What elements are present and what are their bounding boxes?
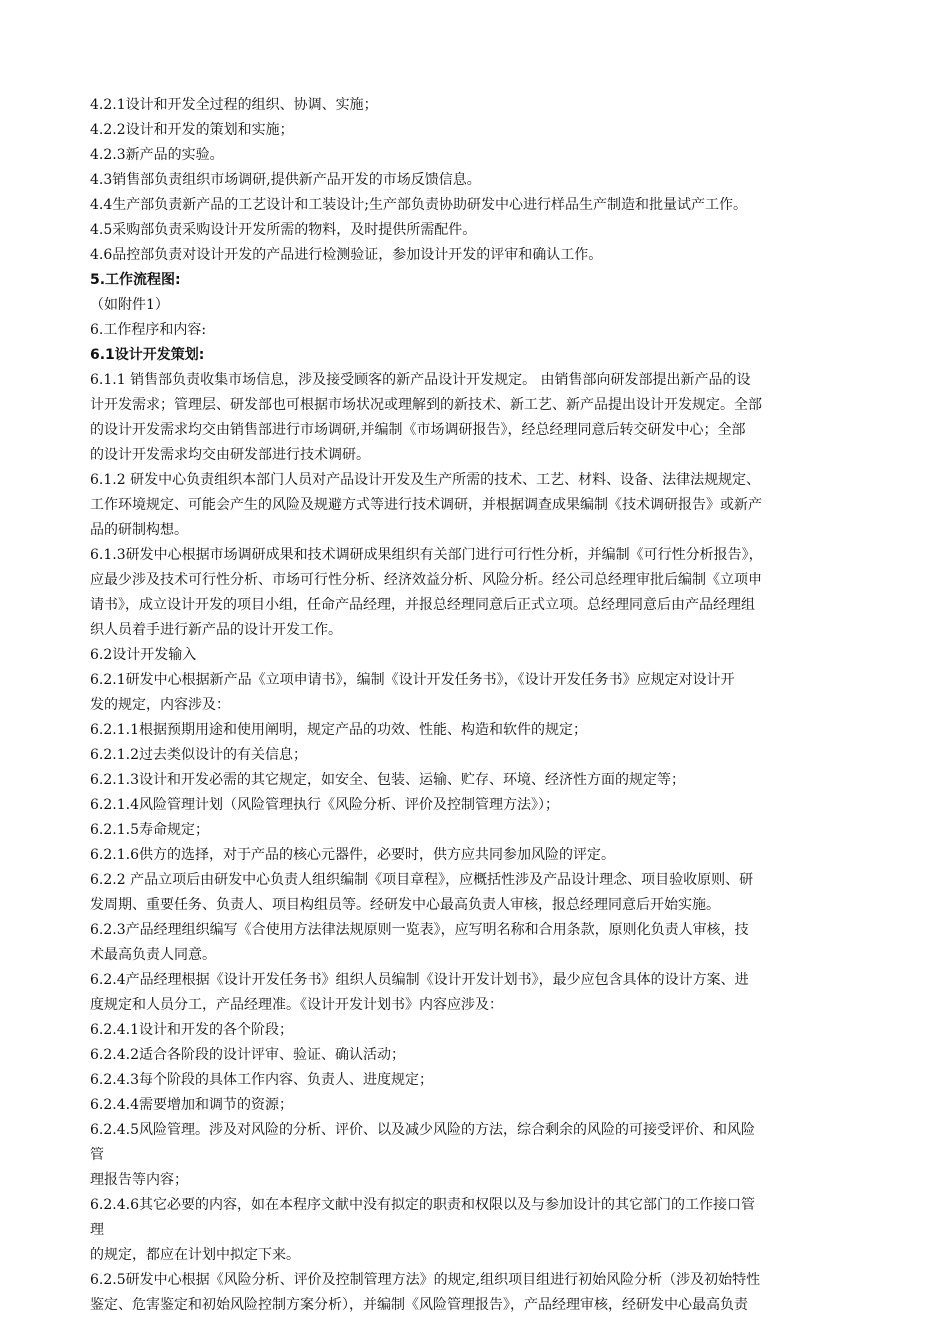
paragraph-line: 4.2.3新产品的实验。 xyxy=(90,147,224,163)
paragraph-line: 理报告等内容； xyxy=(90,1172,188,1188)
paragraph-line: 品的研制构想。 xyxy=(90,522,188,538)
paragraph-line: 6.2.1.1根据预期用途和使用阐明，规定产品的功效、性能、构造和软件的规定； xyxy=(90,722,587,738)
paragraph-line: 4.5采购部负责采购设计开发所需的物料，及时提供所需配件。 xyxy=(90,222,477,238)
paragraph-line: 发周期、重要任务、负责人、项目构组员等。经研发中心最高负责人审核，报总经理同意后开始实施。 xyxy=(90,897,720,913)
paragraph-line: 6.2.1研发中心根据新产品《立项申请书》，编制《设计开发任务书》，《设计开发任务书》应规定对设计开 xyxy=(90,672,735,688)
paragraph-line: 6.2.4.5风险管理。涉及对风险的分析、评价、以及减少风险的方法，综合剩余的风险的可接受评价、和风险 xyxy=(90,1122,755,1138)
paragraph-line: 6.2.1.5寿命规定； xyxy=(90,822,209,838)
paragraph-line: （如附件1） xyxy=(90,297,169,313)
paragraph-line: 4.4生产部负责新产品的工艺设计和工装设计;生产部负责协助研发中心进行样品生产制造和批量试产工作。 xyxy=(90,197,747,213)
section-heading: 6.1设计开发策划: xyxy=(90,347,205,363)
paragraph-line: 的设计开发需求均交由销售部进行市场调研,并编制《市场调研报告》，经总经理同意后转交研发中心；全部 xyxy=(90,422,746,438)
section-heading: 5.工作流程图: xyxy=(90,272,181,288)
paragraph-line: 4.2.1设计和开发全过程的组织、协调、实施； xyxy=(90,97,378,113)
paragraph-line: 4.3销售部负责组织市场调研,提供新产品开发的市场反馈信息。 xyxy=(90,172,481,188)
paragraph-line: 6.2.1.4风险管理计划（风险管理执行《风险分析、评价及控制管理方法》）； xyxy=(90,797,559,813)
paragraph-line: 鉴定、危害鉴定和初始风险控制方案分析），并编制《风险管理报告》，产品经理审核，经研发中心最高负责 xyxy=(90,1297,748,1313)
paragraph-line: 6.2.3产品经理组织编写《合使用方法律法规原则一览表》，应写明名称和合用条款，原则化负责人审核，技 xyxy=(90,922,749,938)
paragraph-line: 6.2设计开发输入 xyxy=(90,647,197,663)
paragraph-line: 的设计开发需求均交由研发部进行技术调研。 xyxy=(90,447,370,463)
paragraph-line: 工作环境规定、可能会产生的风险及规避方式等进行技术调研，并根据调查成果编制《技术调研报告》或新产 xyxy=(90,497,762,513)
paragraph-line: 度规定和人员分工，产品经理准。《设计开发计划书》内容应涉及： xyxy=(90,997,503,1013)
paragraph-line: 应最少涉及技术可行性分析、市场可行性分析、经济效益分析、风险分析。经公司总经理审批后编制《立项申 xyxy=(90,572,762,588)
paragraph-line: 6.2.2 产品立项后由研发中心负责人组织编制《项目章程》，应概括性涉及产品设计理念、项目验收原则、研 xyxy=(90,872,754,888)
paragraph-line: 6.1.3研发中心根据市场调研成果和技术调研成果组织有关部门进行可行性分析，并编制《可行性分析报告》， xyxy=(90,547,763,563)
paragraph-line: 6.2.1.2过去类似设计的有关信息； xyxy=(90,747,307,763)
paragraph-line: 理 xyxy=(90,1222,104,1238)
paragraph-line: 4.2.2设计和开发的策划和实施； xyxy=(90,122,294,138)
paragraph-line: 6.工作程序和内容: xyxy=(90,322,207,338)
paragraph-line: 术最高负责人同意。 xyxy=(90,947,216,963)
paragraph-line: 6.1.1 销售部负责收集市场信息，涉及接受顾客的新产品设计开发规定。 由销售部向研发部提出新产品的设 xyxy=(90,372,751,388)
paragraph-line: 6.2.4.4需要增加和调节的资源； xyxy=(90,1097,293,1113)
document-page xyxy=(90,93,870,1318)
paragraph-line: 计开发需求；管理层、研发部也可根据市场状况或理解到的新技术、新工艺、新产品提出设计开发规定。全部 xyxy=(90,397,762,413)
paragraph-line: 6.2.5研发中心根据《风险分析、评价及控制管理方法》的规定,组织项目组进行初始风险分析（涉及初始特性 xyxy=(90,1272,761,1288)
paragraph-line: 6.1.2 研发中心负责组织本部门人员对产品设计开发及生产所需的技术、工艺、材料、设备、法律法规规定、 xyxy=(90,472,761,488)
paragraph-line: 6.2.4.6其它必要的内容，如在本程序文献中没有拟定的职责和权限以及与参加设计的其它部门的工作接口管 xyxy=(90,1197,755,1213)
paragraph-line: 请书》，成立设计开发的项目小组，任命产品经理，并报总经理同意后正式立项。总经理同意后由产品经理组 xyxy=(90,597,755,613)
paragraph-line: 织人员着手进行新产品的设计开发工作。 xyxy=(90,622,342,638)
paragraph-line: 6.2.4.3每个阶段的具体工作内容、负责人、进度规定； xyxy=(90,1072,433,1088)
paragraph-line: 4.6品控部负责对设计开发的产品进行检测验证，参加设计开发的评审和确认工作。 xyxy=(90,247,603,263)
paragraph-line: 6.2.4产品经理根据《设计开发任务书》组织人员编制《设计开发计划书》，最少应包含具体的设计方案、进 xyxy=(90,972,749,988)
paragraph-line: 6.2.4.2适合各阶段的设计评审、验证、确认活动； xyxy=(90,1047,405,1063)
paragraph-line: 6.2.4.1设计和开发的各个阶段； xyxy=(90,1022,293,1038)
paragraph-line: 6.2.1.3设计和开发必需的其它规定，如安全、包装、运输、贮存、环境、经济性方面的规定等； xyxy=(90,772,685,788)
paragraph-line: 6.2.1.6供方的选择，对于产品的核心元器件，必要时，供方应共同参加风险的评定。 xyxy=(90,847,615,863)
paragraph-line: 发的规定，内容涉及： xyxy=(90,697,230,713)
paragraph-line: 管 xyxy=(90,1147,104,1163)
paragraph-line: 的规定，都应在计划中拟定下来。 xyxy=(90,1247,300,1263)
